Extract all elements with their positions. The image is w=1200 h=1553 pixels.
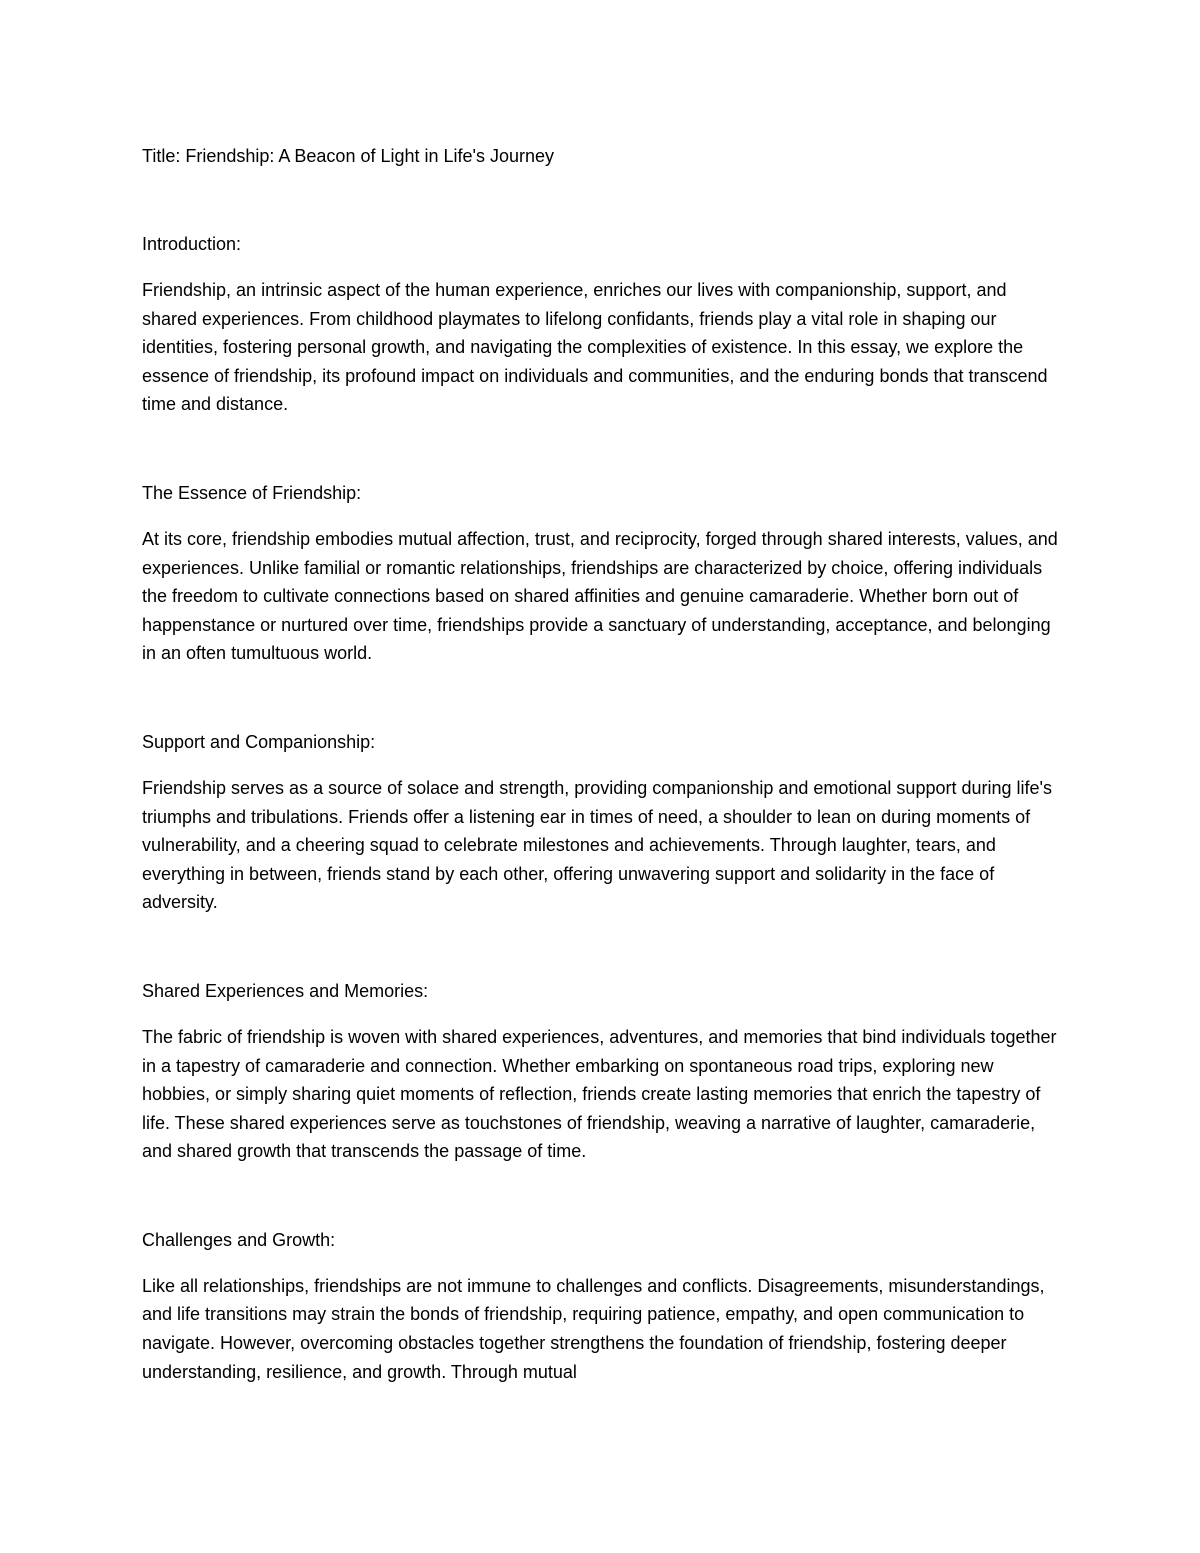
section-support-and-companionship (142, 728, 1062, 917)
document-content (142, 142, 1062, 1386)
section-paragraph: Friendship, an intrinsic aspect of the human experience, enriches our lives with companionship, support, and shared experiences. From childhood playmates to lifelong confidants, friends play a vital role in shaping our identities, fostering personal growth, and navigating the complexities of existence. In this essay, we explore the essence of friendship, its profound impact on individuals and communities, and the enduring bonds that transcend time and distance. (142, 280, 1048, 415)
section-heading: Support and Companionship: (142, 731, 376, 752)
section-paragraph: The fabric of friendship is woven with shared experiences, adventures, and memories that bind individuals together in a tapestry of camaraderie and connection. Whether embarking on spontaneous road trips, exploring new hobbies, or simply sharing quiet moments of reflection, friends create lasting memories that enrich the tapestry of life. These shared experiences serve as touchstones of friendship, weaving a narrative of laughter, camaraderie, and shared growth that transcends the passage of time. (142, 1026, 1057, 1162)
section-heading: The Essence of Friendship: (142, 482, 362, 503)
section-heading: Introduction: (142, 234, 242, 254)
section-challenges-and-growth (142, 1226, 1062, 1386)
section-paragraph: Like all relationships, friendships are not immune to challenges and conflicts. Disagreements, misunderstandings, and life transitions may strain the bonds of friendship, requiring patience, empathy, and open communication to navigate. However, overcoming obstacles together strengthens the foundation of friendship, fostering deeper understanding, resilience, and growth. Through mutual (142, 1275, 1045, 1382)
section-paragraph: Friendship serves as a source of solace and strength, providing companionship and emotional support during life's triumphs and tribulations. Friends offer a listening ear in times of need, a shoulder to lean on during moments of vulnerability, and a cheering squad to celebrate milestones and achievements. Through laughter, tears, and everything in between, friends stand by each other, offering unwavering support and solidarity in the face of adversity. (142, 777, 1052, 913)
section-heading: Shared Experiences and Memories: (142, 980, 429, 1001)
section-heading: Challenges and Growth: (142, 1229, 336, 1250)
section-introduction (142, 230, 1062, 419)
document-title: Title: Friendship: A Beacon of Light in Life's Journey (142, 146, 555, 166)
section-paragraph: At its core, friendship embodies mutual affection, trust, and reciprocity, forged through shared interests, values, and experiences. Unlike familial or romantic relationships, friendships are characterized by choice, offering individuals the freedom to cultivate connections based on shared affinities and genuine camaraderie. Whether born out of happenstance or nurtured over time, friendships provide a sanctuary of understanding, acceptance, and belonging in an often tumultuous world. (142, 528, 1058, 664)
section-essence-of-friendship (142, 479, 1062, 668)
section-shared-experiences (142, 977, 1062, 1166)
